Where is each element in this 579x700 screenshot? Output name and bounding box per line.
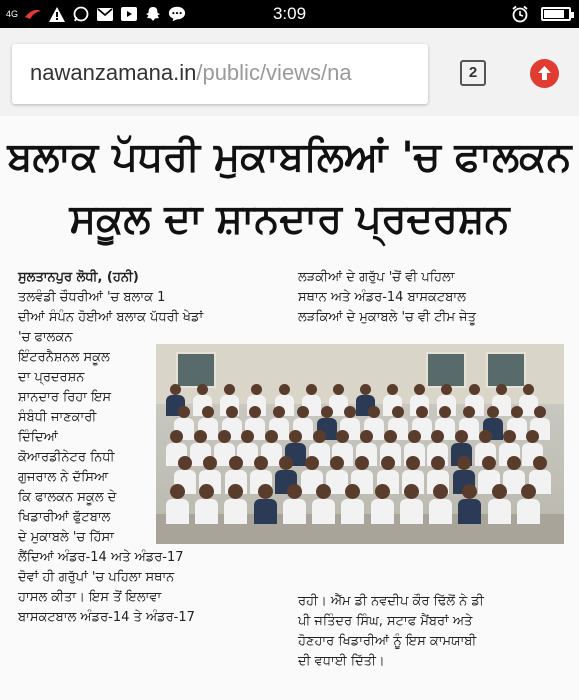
student-figure <box>258 484 273 499</box>
status-bar <box>0 0 579 28</box>
alarm-icon <box>511 5 529 23</box>
battery-level-fill <box>544 10 564 18</box>
student-figure <box>511 406 523 418</box>
url-domain: nawanzamana.in <box>30 60 197 85</box>
headline-line-2: ਸਕੂਲ ਦਾ ਸ਼ਾਨਦਾਰ ਪ੍ਰਦਰਸ਼ਨ <box>69 196 510 242</box>
student-figure <box>202 406 214 418</box>
article-line: ਇੰਟਰਨੈਸ਼ਨਲ ਸਕੂਲ <box>18 350 110 365</box>
page-content[interactable] <box>0 116 579 700</box>
browser-toolbar <box>0 28 579 116</box>
student-figure <box>249 406 261 418</box>
headline-line-1: ਬਲਾਕ ਪੱਧਰੀ ਮੁਕਾਬਲਿਆਂ 'ਚ ਫਾਲਕਨ <box>7 134 572 180</box>
article-line: ਸਥਾਨ ਅਤੇ ਅੰਡਰ-14 ਬਾਸਕਟਬਾਲ <box>298 290 466 305</box>
student-figure <box>170 384 181 395</box>
article-line: ਖਿਡਾਰੀਆਂ ਫੁੱਟਬਾਲ <box>18 510 111 525</box>
student-figure <box>455 430 468 443</box>
student-figure <box>241 430 254 443</box>
student-figure <box>229 456 243 470</box>
article-line: ਪੀ ਜਤਿੰਦਰ ਸਿੰਘ, ਸਟਾਫ ਮੈਂਬਰਾਂ ਅਤੇ <box>298 614 473 629</box>
network-type: 4G <box>6 8 19 19</box>
status-icons-right <box>511 4 571 24</box>
student-figure <box>439 406 451 418</box>
student-figure <box>279 456 293 470</box>
article-line: ਗੁਜਰਾਲ ਨੇ ਦੱਸਿਆ <box>18 470 109 485</box>
student-figure <box>360 430 373 443</box>
student-figure <box>313 430 326 443</box>
student-figure <box>297 406 309 418</box>
student-figure <box>344 406 356 418</box>
student-figure <box>265 430 278 443</box>
student-figure <box>345 484 360 499</box>
student-figure <box>431 456 445 470</box>
student-shirt <box>224 499 247 524</box>
arrow-up-icon <box>530 59 559 88</box>
article-line: ਦੀ ਵਧਾਈ ਦਿੱਤੀ। <box>298 654 385 669</box>
student-shirt <box>283 499 306 524</box>
student-figure <box>305 456 319 470</box>
student-figure <box>375 484 390 499</box>
student-shirt <box>458 499 481 524</box>
student-figure <box>496 384 507 395</box>
student-figure <box>316 484 331 499</box>
student-figure <box>503 430 516 443</box>
article-line: ਲੜਕਿਆਂ ਦੇ ਮੁਕਾਬਲੇ 'ਚ ਵੀ ਟੀਮ ਜੇਤੂ <box>298 310 476 325</box>
article-line: ਲੜਕੀਆਂ ਦੇ ਗਰੁੱਪ 'ਚੋਂ ਵੀ ਪਹਿਲਾ <box>298 270 455 285</box>
article-line: ਹਾਸਲ ਕੀਤਾ। ਇਸ ਤੋਂ ਇਲਾਵਾ <box>18 590 162 605</box>
student-figure <box>330 456 344 470</box>
student-figure <box>170 430 183 443</box>
article-line: ਦਿੰਦਿਆਂ <box>18 430 58 445</box>
student-figure <box>254 456 268 470</box>
article-line: ਰਹੀ। ਐੱਮ ਡੀ ਨਵਦੀਪ ਕੌਰ ਢਿੱਲੋਂ ਨੇ ਡੀ <box>298 594 484 609</box>
article-line: ਦਾ ਪ੍ਰਦਰਸ਼ਨ <box>18 370 85 385</box>
article-line: ਦੋਵਾਂ ਹੀ ਗਰੁੱਪਾਂ 'ਚ ਪਹਿਲਾ ਸਥਾਨ <box>18 570 175 585</box>
address-bar[interactable] <box>12 44 428 104</box>
student-figure <box>526 430 539 443</box>
student-figure <box>406 456 420 470</box>
student-figure <box>463 406 475 418</box>
student-figure <box>279 384 290 395</box>
student-figure <box>431 430 444 443</box>
student-figure <box>404 484 419 499</box>
student-shirt <box>488 499 511 524</box>
photo-window <box>176 352 216 388</box>
student-figure <box>487 406 499 418</box>
student-figure <box>523 384 534 395</box>
student-figure <box>479 430 492 443</box>
bottom-right-column-text <box>298 592 566 672</box>
student-shirt <box>312 499 335 524</box>
student-figure <box>306 384 317 395</box>
student-figure <box>416 406 428 418</box>
student-shirt <box>166 499 189 524</box>
article-line: ਸੰਬੰਧੀ ਜਾਣਕਾਰੀ <box>18 410 97 425</box>
student-shirt <box>254 499 277 524</box>
article-column-bottom-right <box>298 592 566 672</box>
right-column-text <box>298 268 566 328</box>
student-figure <box>433 484 448 499</box>
student-figure <box>392 406 404 418</box>
student-shirt <box>429 499 452 524</box>
student-shirt <box>517 499 540 524</box>
article-line: ਸ਼ਾਨਦਾਰ ਰਿਹਾ ਇਸ <box>18 390 112 405</box>
student-figure <box>199 484 214 499</box>
photo-window <box>426 352 466 388</box>
clock-time: 3:09 <box>272 4 307 23</box>
dateline: ਸੁਲਤਾਨਪੁਰ ਲੋਧੀ, (ਹਨੀ) <box>18 270 139 285</box>
student-figure <box>368 406 380 418</box>
student-figure <box>287 484 302 499</box>
article-line: ਤਲਵੰਡੀ ਚੌਧਰੀਆਂ 'ਚ ਬਲਾਕ 1 <box>18 290 166 305</box>
student-figure <box>178 456 192 470</box>
student-figure <box>170 484 185 499</box>
article-line: 'ਚ ਫਾਲਕਨ <box>18 330 73 345</box>
student-shirt <box>371 499 394 524</box>
student-figure <box>462 484 477 499</box>
student-figure <box>355 456 369 470</box>
student-figure <box>469 384 480 395</box>
student-shirt <box>400 499 423 524</box>
photo-window <box>486 352 526 388</box>
student-shirt <box>195 499 218 524</box>
student-figure <box>482 456 496 470</box>
group-photo <box>156 344 564 544</box>
student-figure <box>384 430 397 443</box>
article-line: ਕਿ ਫਾਲਕਨ ਸਕੂਲ ਦੇ <box>18 490 117 505</box>
update-button[interactable] <box>530 59 559 88</box>
url-path: /public/views/na <box>196 60 352 85</box>
student-shirt <box>341 499 364 524</box>
student-figure <box>273 406 285 418</box>
article-line: ਲੈਂਦਿਆਂ ਅੰਡਰ-14 ਅਤੇ ਅੰਡਰ-17 <box>18 550 184 565</box>
student-figure <box>336 430 349 443</box>
article-line: ਦੇ ਮੁਕਾਬਲੇ 'ਚ ਹਿੱਸਾ <box>18 530 114 545</box>
student-figure <box>321 406 333 418</box>
article-column-right <box>298 268 566 328</box>
student-figure <box>521 484 536 499</box>
student-figure <box>228 484 243 499</box>
tab-switcher-button[interactable]: 2 <box>460 60 486 86</box>
article-line: ਕੋਆਰਡੀਨੇਟਰ ਨਿਧੀ <box>18 450 115 465</box>
battery-icon <box>541 7 571 21</box>
student-figure <box>507 456 521 470</box>
student-figure <box>289 430 302 443</box>
student-figure <box>226 406 238 418</box>
student-figure <box>381 456 395 470</box>
student-figure <box>333 384 344 395</box>
student-figure <box>360 384 371 395</box>
student-figure <box>457 456 471 470</box>
student-figure <box>408 430 421 443</box>
student-figure <box>534 406 546 418</box>
article-line: ਦੀਆਂ ਸੰਪੰਨ ਹੋਈਆਂ ਬਲਾਕ ਪੱਧਰੀ ਖੇਡਾਂ <box>18 310 204 325</box>
article-line: ਬਾਸਕਟਬਾਲ ਅੰਡਰ-14 ਤੇ ਅੰਡਰ-17 <box>18 610 195 625</box>
student-figure <box>492 484 507 499</box>
student-figure <box>533 456 547 470</box>
student-figure <box>178 406 190 418</box>
student-figure <box>218 430 231 443</box>
student-figure <box>194 430 207 443</box>
url-text[interactable] <box>30 60 352 86</box>
article-line: ਹੋਣਹਾਰ ਖਿਡਾਰੀਆਂ ਨੂੰ ਇਸ ਕਾਮਯਾਬੀ <box>298 634 477 649</box>
student-figure <box>203 456 217 470</box>
